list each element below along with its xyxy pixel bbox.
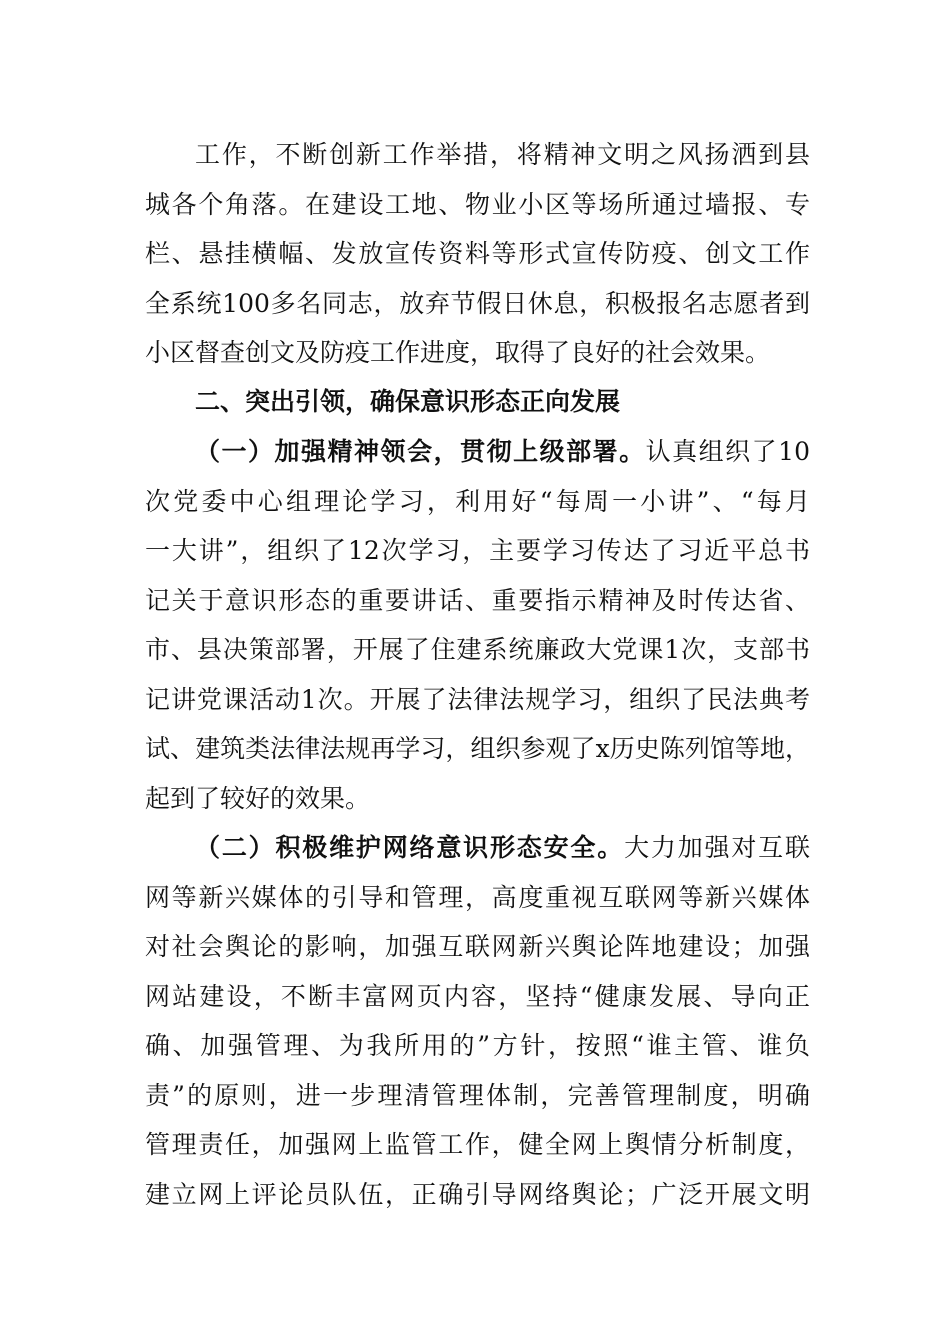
paragraph-2-line-7: 试、建筑类法律法规再学习，组织参观了x历史陈列馆等地， xyxy=(145,734,810,763)
paragraph-3-line-5: 确、加强管理、为我所用的”方针，按照“谁主管、谁负 xyxy=(145,1031,810,1060)
paragraph-3-line-1 xyxy=(195,830,810,866)
paragraph-2-line-6: 记讲党课活动1次。开展了法律法规学习，组织了民法典考 xyxy=(145,685,810,714)
paragraph-1-line-1: 工作，不断创新工作举措，将精神文明之风扬洒到县 xyxy=(195,140,810,169)
paragraph-1-line-5: 小区督查创文及防疫工作进度，取得了良好的社会效果。 xyxy=(145,338,771,367)
section-heading: 二、突出引领，确保意识形态正向发展 xyxy=(195,387,621,416)
paragraph-1-line-4: 全系统100多名同志，放弃节假日休息，积极报名志愿者到 xyxy=(145,289,810,318)
paragraph-3-lead-rest: 大力加强对互联 xyxy=(624,833,810,862)
paragraph-2-line-4: 记关于意识形态的重要讲话、重要指示精神及时传达省、 xyxy=(145,586,810,615)
paragraph-3-line-4: 网站建设，不断丰富网页内容，坚持“健康发展、导向正 xyxy=(145,982,810,1011)
paragraph-2-line-2: 次党委中心组理论学习，利用好“每周一小讲”、“每月 xyxy=(145,487,810,516)
paragraph-1-line-3: 栏、悬挂横幅、发放宣传资料等形式宣传防疫、创文工作 xyxy=(145,239,810,268)
paragraph-2-lead-rest: 认真组织了10 xyxy=(645,437,810,466)
paragraph-2-line-3: 一大讲”，组织了12次学习，主要学习传达了习近平总书 xyxy=(145,536,810,565)
paragraph-2-lead-bold: （一）加强精神领会，贯彻上级部署。 xyxy=(195,437,646,466)
paragraph-3-line-7: 管理责任，加强网上监管工作，健全网上舆情分析制度， xyxy=(145,1130,810,1159)
paragraph-3-line-8: 建立网上评论员队伍，正确引导网络舆论；广泛开展文明 xyxy=(145,1180,810,1209)
paragraph-3-line-6: 责”的原则，进一步理清管理体制，完善管理制度，明确 xyxy=(145,1081,810,1110)
paragraph-3-lead-bold: （二）积极维护网络意识形态安全。 xyxy=(195,833,625,862)
paragraph-2-line-5: 市、县决策部署，开展了住建系统廉政大党课1次，支部书 xyxy=(145,635,810,664)
paragraph-2-line-8: 起到了较好的效果。 xyxy=(145,784,371,813)
paragraph-2-line-1 xyxy=(195,434,810,470)
paragraph-3-line-2: 网等新兴媒体的引导和管理，高度重视互联网等新兴媒体 xyxy=(145,883,810,912)
paragraph-1-line-2: 城各个角落。在建设工地、物业小区等场所通过墙报、专 xyxy=(145,190,810,219)
paragraph-3-line-3: 对社会舆论的影响，加强互联网新兴舆论阵地建设；加强 xyxy=(145,932,810,961)
